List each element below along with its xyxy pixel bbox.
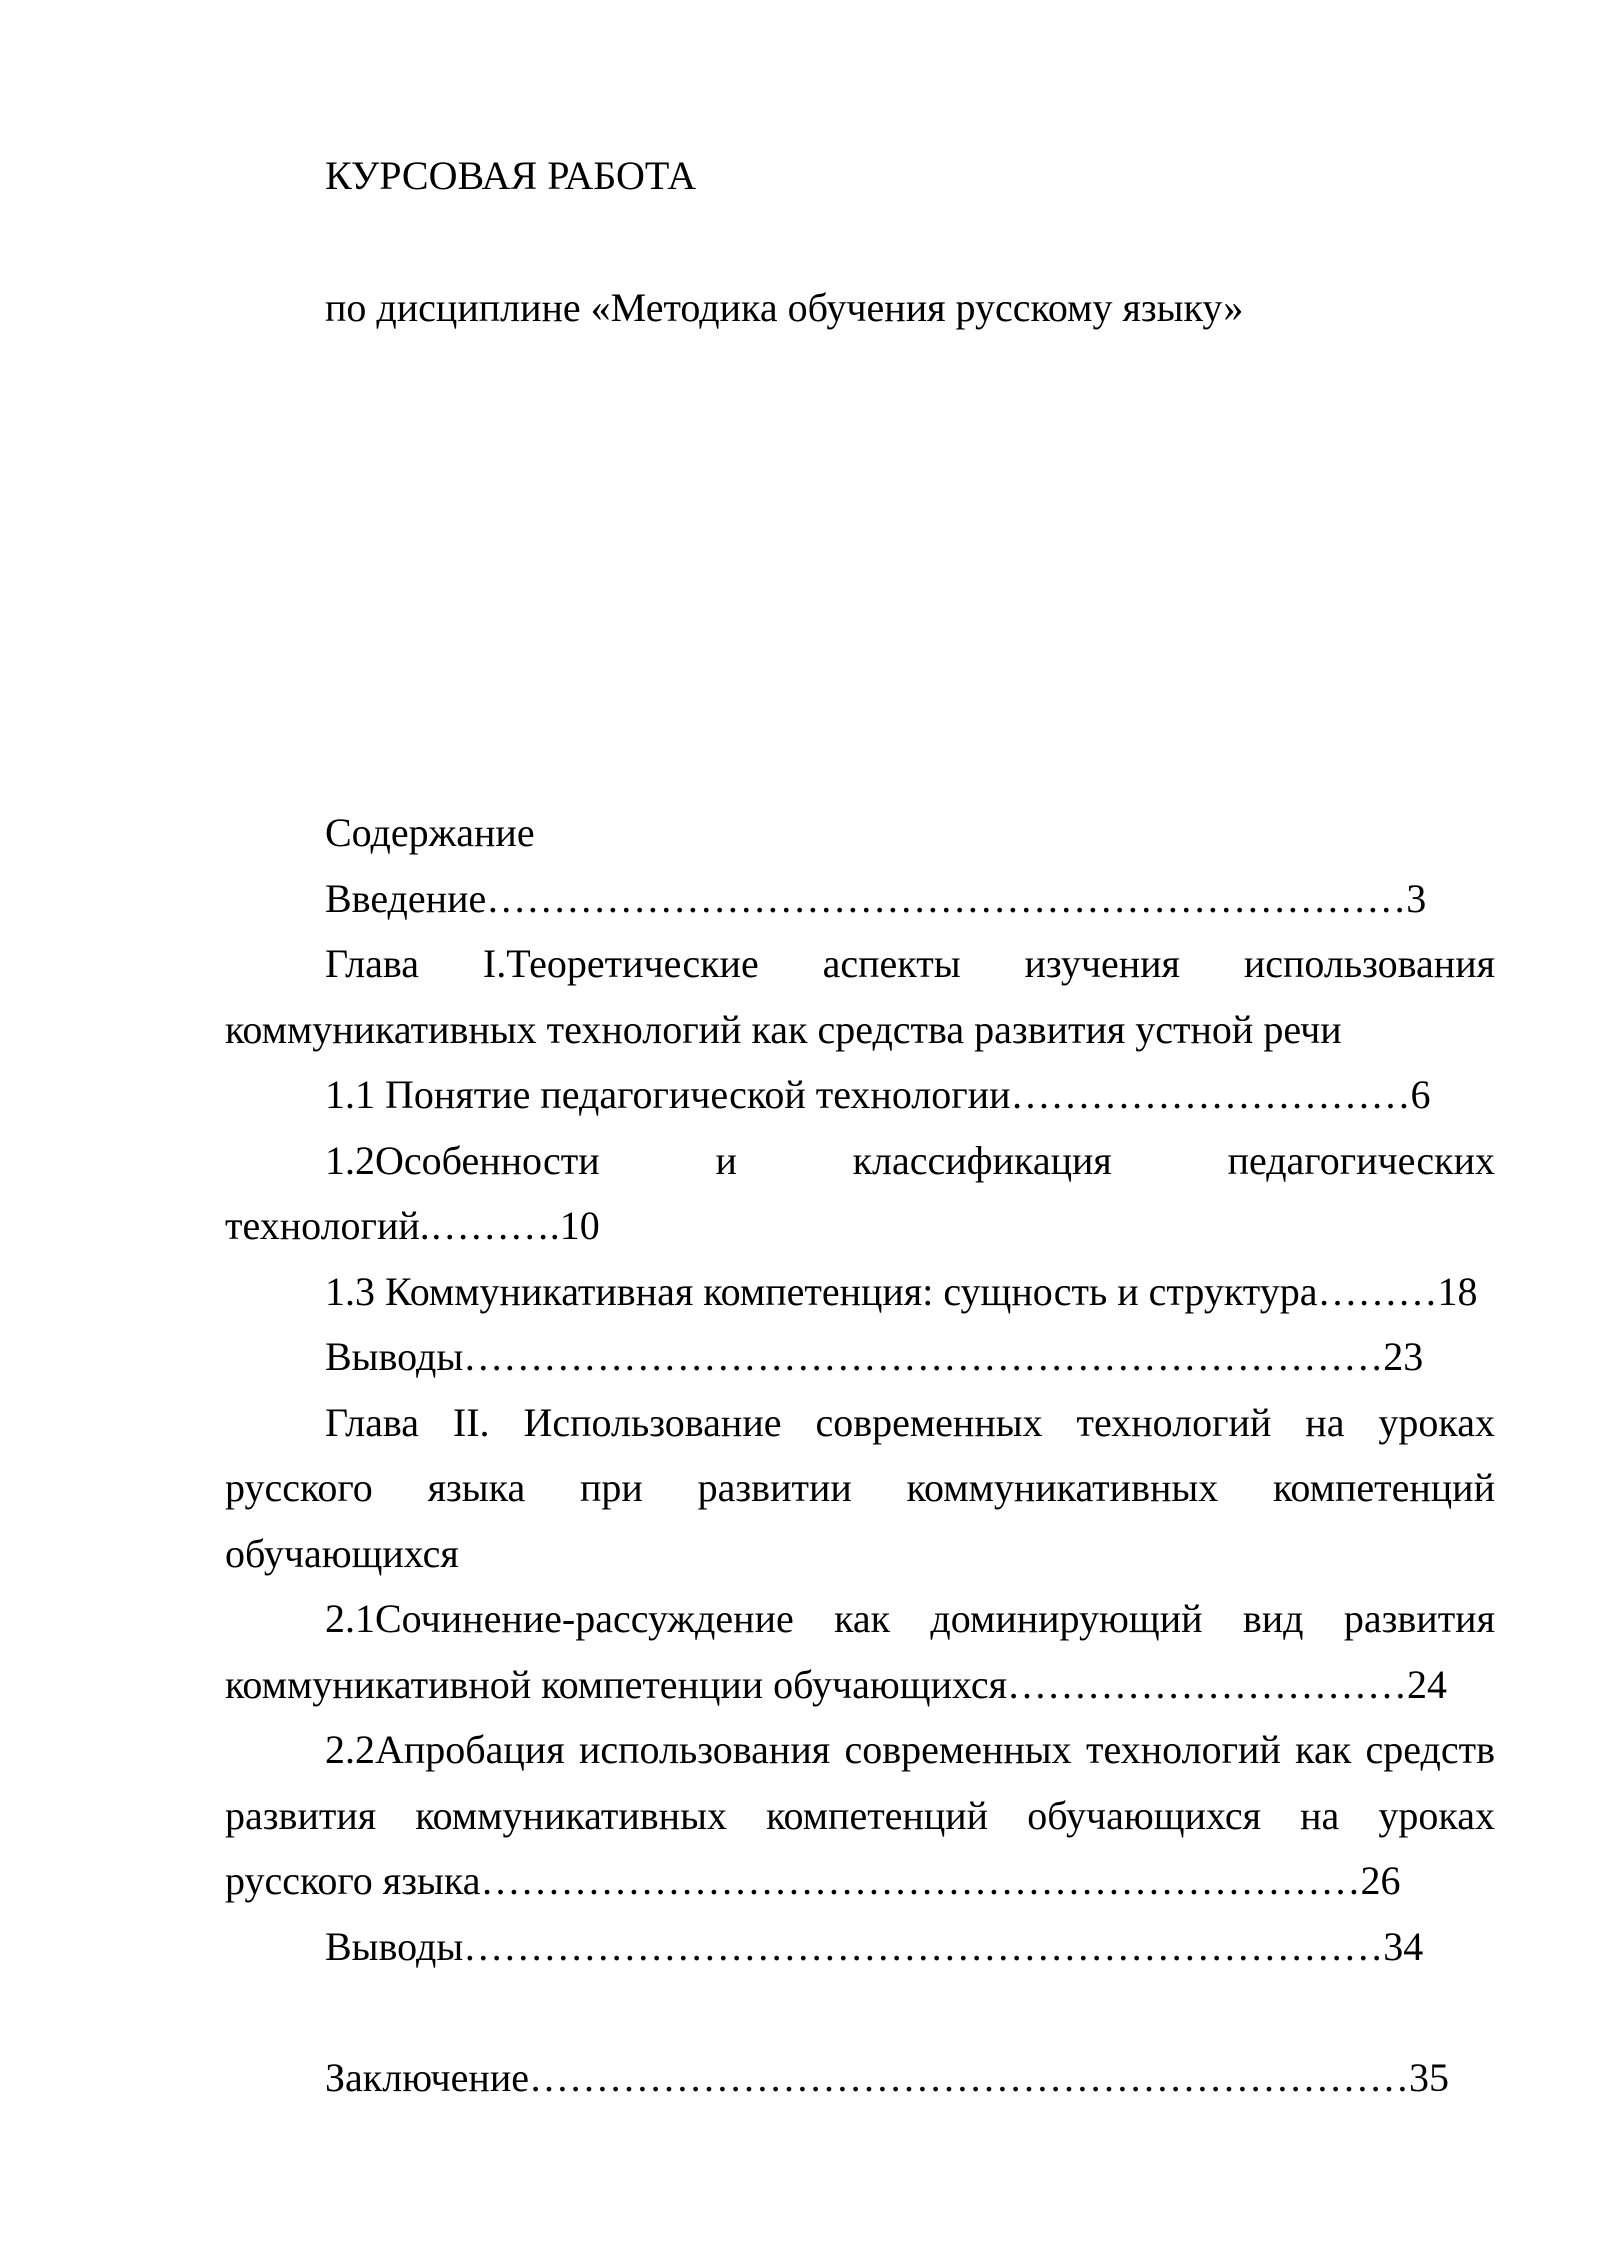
toc-entry-conclusion: Заключение…………………………………………………………35 [325, 2055, 1449, 2100]
toc-entry-1-3: 1.3 Коммуникативная компетенция: сущность и структура………18 [325, 1268, 1478, 1314]
toc-entry-2-1: 2.1Сочинение-рассуждение как доминирующий вид развития коммуникативной компетенции обучающихся…………………………24 [225, 1596, 1495, 1707]
toc-entry-introduction: Введение……………………………………………………………3 [325, 875, 1427, 921]
toc-entry-2-2: 2.2Апробация использования современных технологий как средств развития коммуникативных компетенций обучающихся на уроках русского языка…………………………………………………………26 [225, 1727, 1495, 1903]
toc-entry-1-2: 1.2Особенности и классификация педагогических технологий.……….10 [225, 1137, 1495, 1248]
blank-line [225, 209, 1495, 275]
toc-heading: Содержание [325, 810, 535, 855]
document-title: КУРСОВАЯ РАБОТА [325, 153, 697, 198]
blank-line [225, 1979, 1495, 2045]
vertical-gap [225, 340, 1495, 800]
toc-entry-conclusions-chapter-2: Выводы……………………………………………………………34 [325, 1923, 1424, 1969]
toc-entry-chapter-1: Глава I.Теоретические аспекты изучения использования коммуникативных технологий как средства развития устной речи [225, 941, 1495, 1052]
toc-entry-1-1: 1.1 Понятие педагогической технологии…………………………6 [325, 1072, 1431, 1117]
toc-entry-conclusions-chapter-1: Выводы……………………………………………………………23 [325, 1334, 1424, 1379]
document-subtitle: по дисциплине «Методика обучения русскому языку» [325, 284, 1244, 330]
toc-entry-chapter-2: Глава II. Использование современных технологий на уроках русского языка при развитии коммуникативных компетенций обучающихся [225, 1399, 1495, 1576]
